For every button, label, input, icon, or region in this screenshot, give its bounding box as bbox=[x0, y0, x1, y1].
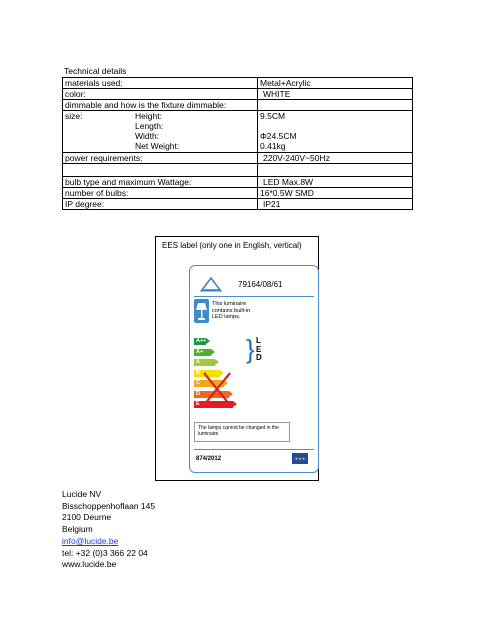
materials-value: Metal+Acrylic bbox=[258, 78, 413, 89]
color-value-text: WHITE bbox=[263, 89, 291, 99]
section-heading: Technical details bbox=[64, 66, 127, 76]
energy-class-b: B bbox=[194, 370, 220, 377]
contact-block bbox=[62, 489, 155, 571]
energy-class-aplusplus: A++ bbox=[196, 338, 207, 344]
height-value: 9.5CM bbox=[260, 111, 286, 121]
telephone: tel: +32 (0)3 366 22 04 bbox=[62, 547, 148, 558]
led-letter-e: E bbox=[256, 344, 262, 354]
table-row bbox=[63, 100, 413, 111]
led-letter-d: D bbox=[256, 353, 262, 362]
bulb-value bbox=[258, 177, 413, 188]
color-label: color: bbox=[63, 89, 258, 100]
size-label-cell bbox=[63, 111, 258, 153]
ees-label-frame bbox=[155, 236, 319, 481]
table-row bbox=[63, 188, 413, 199]
energy-class-d: D bbox=[194, 391, 229, 398]
table-row bbox=[63, 89, 413, 100]
led-letters bbox=[256, 337, 262, 363]
technical-details-table bbox=[62, 77, 413, 210]
ip-label: IP degree: bbox=[63, 199, 258, 210]
street-address: Bisschoppenhoflaan 145 bbox=[62, 500, 156, 511]
lamp-note: The lamps cannot be changed in the luminaire bbox=[194, 422, 290, 442]
lamp-icon bbox=[194, 299, 209, 323]
weight-label: Net Weight: bbox=[135, 141, 180, 151]
energy-class-e: E bbox=[194, 401, 233, 408]
materials-label: materials used: bbox=[63, 78, 258, 89]
table-row bbox=[63, 153, 413, 164]
weight-value: 0.41kg bbox=[260, 141, 286, 151]
table-row bbox=[63, 199, 413, 210]
size-label: size: bbox=[65, 111, 83, 121]
ees-title: EES label (only one in English, vertical) bbox=[162, 241, 302, 250]
country: Belgium bbox=[62, 524, 93, 535]
height-label: Height: bbox=[135, 111, 162, 121]
ees-code: 79164/08/61 bbox=[238, 280, 283, 289]
bulbs-count-label: number of bulbs: bbox=[63, 188, 258, 199]
color-value bbox=[258, 89, 413, 100]
eu-flag-icon: ★★★ bbox=[292, 453, 308, 464]
divider bbox=[194, 296, 314, 297]
energy-class-c: C bbox=[194, 380, 224, 387]
energy-class-a: A bbox=[194, 359, 215, 366]
width-value: Φ24.5CM bbox=[260, 131, 297, 141]
power-label: power requirements: bbox=[63, 153, 258, 164]
led-letter-l: L bbox=[256, 336, 261, 345]
energy-label-logo-icon bbox=[200, 276, 222, 292]
regulation-number: 874/2012 bbox=[196, 456, 222, 462]
ip-value-text: IP21 bbox=[263, 199, 281, 209]
table-row bbox=[63, 177, 413, 188]
email-link[interactable]: info@lucide.be bbox=[62, 535, 119, 546]
size-value-cell bbox=[258, 111, 413, 153]
length-label: Length: bbox=[135, 121, 164, 131]
company-name: Lucide NV bbox=[62, 489, 102, 499]
city: 2100 Deurne bbox=[62, 512, 112, 523]
table-row bbox=[63, 78, 413, 89]
power-value-text: 220V-240V~50Hz bbox=[263, 153, 330, 163]
red-cross-icon bbox=[200, 369, 234, 409]
bulb-value-text: LED Max.8W bbox=[263, 177, 314, 187]
lamp-text: This luminaire contains built-in LED lamps. bbox=[212, 301, 251, 320]
divider bbox=[194, 449, 314, 450]
bulbs-count-value: 16*0.5W SMD bbox=[258, 188, 413, 199]
width-label: Width: bbox=[135, 131, 160, 141]
website: www.lucide.be bbox=[62, 559, 117, 570]
ip-value bbox=[258, 199, 413, 210]
energy-class-aplus: A+ bbox=[194, 349, 211, 356]
bulb-label: bulb type and maximum Wattage: bbox=[63, 177, 258, 188]
table-row bbox=[63, 111, 413, 153]
power-value bbox=[258, 153, 413, 164]
dimmable-label: dimmable and how is the fixture dimmable: bbox=[63, 100, 258, 111]
table-row bbox=[63, 164, 413, 177]
empty-value bbox=[258, 164, 413, 177]
empty-label bbox=[63, 164, 258, 177]
brace-icon: } bbox=[246, 334, 255, 364]
energy-label-card bbox=[189, 265, 319, 473]
dimmable-value bbox=[258, 100, 413, 111]
